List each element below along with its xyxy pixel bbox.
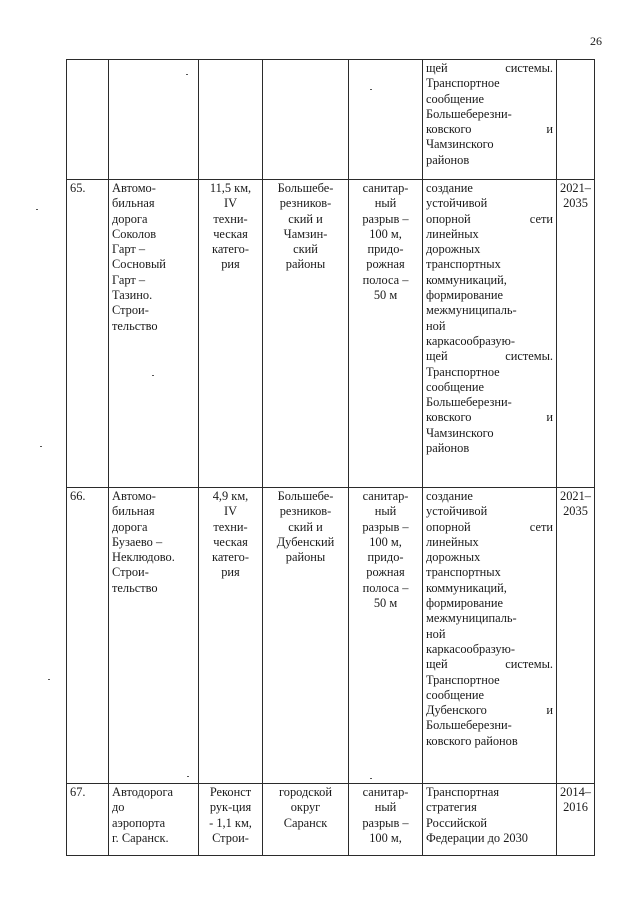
area-cell bbox=[263, 60, 349, 180]
goal-line: Транспортное bbox=[426, 76, 500, 91]
goal-cell bbox=[423, 784, 557, 856]
area-cell bbox=[263, 488, 349, 784]
goal-line: ной bbox=[426, 318, 446, 333]
goal-line: ковского и bbox=[426, 122, 553, 137]
length-line: техни- bbox=[213, 519, 248, 534]
scan-speck bbox=[186, 74, 188, 75]
length-cell bbox=[199, 784, 263, 856]
scan-speck bbox=[48, 679, 50, 680]
goal-line: транспортных bbox=[426, 257, 501, 272]
row-number-cell bbox=[67, 180, 109, 488]
name-line: до bbox=[112, 800, 125, 815]
goal-line: формирование bbox=[426, 288, 504, 303]
zone-line: рожная bbox=[366, 257, 405, 272]
table-row bbox=[67, 180, 595, 488]
goal-line: линейных bbox=[426, 226, 479, 241]
period-line: 2016 bbox=[563, 800, 588, 815]
goal-line: ковского и bbox=[426, 410, 553, 425]
goal-line: Чамзинского bbox=[426, 137, 494, 152]
goal-line: опорной сети bbox=[426, 519, 553, 534]
goal-line: дорожных bbox=[426, 550, 481, 565]
zone-cell bbox=[349, 60, 423, 180]
goal-line: щей системы. bbox=[426, 61, 553, 75]
length-line: IV bbox=[223, 504, 238, 519]
goal-line: сообщение bbox=[426, 91, 484, 106]
area-line: ский и bbox=[288, 211, 323, 226]
table-row bbox=[67, 60, 595, 180]
area-line: Дубенский bbox=[276, 534, 335, 549]
zone-line: разрыв – bbox=[362, 211, 409, 226]
goal-cell bbox=[423, 60, 557, 180]
goal-line: районов bbox=[426, 152, 470, 167]
name-line: дорога bbox=[112, 211, 148, 226]
zone-line: санитар- bbox=[362, 785, 409, 799]
area-line: городской bbox=[278, 785, 333, 799]
name-line: Автомо- bbox=[112, 181, 156, 195]
zone-line: 100 м, bbox=[369, 534, 402, 549]
goal-line: Транспортная bbox=[426, 785, 500, 799]
scan-speck bbox=[370, 778, 372, 779]
length-line: 4,9 км, bbox=[212, 489, 249, 503]
period-line: 2035 bbox=[563, 504, 588, 519]
length-line: рия bbox=[221, 565, 240, 580]
goal-line: транспортных bbox=[426, 565, 501, 580]
length-line: ческая bbox=[213, 226, 248, 241]
goal-line: щей системы. bbox=[426, 657, 553, 672]
goal-line: межмуниципаль- bbox=[426, 611, 517, 626]
goal-line: дорожных bbox=[426, 242, 481, 257]
area-line: резников- bbox=[279, 196, 332, 211]
length-line: Строи- bbox=[212, 830, 249, 845]
goal-line: сообщение bbox=[426, 379, 484, 394]
name-line: Сосновый bbox=[112, 257, 166, 272]
area-line: Большебе- bbox=[277, 181, 334, 195]
area-line: резников- bbox=[279, 504, 332, 519]
length-cell bbox=[199, 180, 263, 488]
zone-line: придо- bbox=[367, 550, 404, 565]
name-line: Соколов bbox=[112, 226, 157, 241]
goal-line: создание bbox=[426, 181, 473, 195]
goal-cell bbox=[423, 180, 557, 488]
area-line: Большебе- bbox=[277, 489, 334, 503]
zone-line: ный bbox=[374, 196, 397, 211]
goal-line: Чамзинского bbox=[426, 425, 494, 440]
zone-line: полоса – bbox=[362, 272, 409, 287]
name-line: тельство bbox=[112, 580, 158, 595]
goal-line: районов bbox=[426, 441, 470, 456]
zone-line: 50 м bbox=[373, 288, 398, 303]
period-line: 2014– bbox=[560, 785, 591, 799]
area-line: ский и bbox=[288, 519, 323, 534]
object-name-cell bbox=[109, 180, 199, 488]
length-line: катего- bbox=[211, 550, 250, 565]
goal-line: ковского районов bbox=[426, 733, 518, 748]
page-number: 26 bbox=[590, 34, 602, 48]
scan-speck bbox=[36, 209, 38, 210]
name-line: Автодорога bbox=[112, 785, 174, 799]
zone-line: ный bbox=[374, 504, 397, 519]
name-line: Гарт – bbox=[112, 272, 146, 287]
area-line: ский bbox=[293, 242, 318, 257]
name-line: Автомо- bbox=[112, 489, 156, 503]
zone-cell bbox=[349, 488, 423, 784]
goal-line: Федерации до 2030 bbox=[426, 830, 528, 845]
zone-line: санитар- bbox=[362, 489, 409, 503]
zone-line: ный bbox=[374, 800, 397, 815]
goal-line: стратегия bbox=[426, 800, 477, 815]
goal-line: Транспортное bbox=[426, 364, 500, 379]
area-line: районы bbox=[285, 257, 326, 272]
goal-line: каркасообразую- bbox=[426, 333, 515, 348]
goal-line: опорной сети bbox=[426, 211, 553, 226]
length-line: IV bbox=[223, 196, 238, 211]
row-number-cell bbox=[67, 60, 109, 180]
name-line: бильная bbox=[112, 196, 155, 211]
goal-line: щей системы. bbox=[426, 349, 553, 364]
length-line: рия bbox=[221, 257, 240, 272]
zone-line: разрыв – bbox=[362, 815, 409, 830]
name-line: дорога bbox=[112, 519, 148, 534]
goal-line: создание bbox=[426, 489, 473, 503]
row-number: 66. bbox=[70, 489, 86, 503]
length-line: - 1,1 км, bbox=[209, 815, 252, 830]
row-number-cell bbox=[67, 488, 109, 784]
scan-speck bbox=[187, 776, 189, 777]
name-line: бильная bbox=[112, 504, 155, 519]
period-line: 2035 bbox=[563, 196, 588, 211]
length-line: техни- bbox=[213, 211, 248, 226]
goal-line: коммуникаций, bbox=[426, 272, 507, 287]
length-cell bbox=[199, 488, 263, 784]
name-line: Тазино. bbox=[112, 288, 153, 303]
goal-line: коммуникаций, bbox=[426, 580, 507, 595]
goal-line: межмуниципаль- bbox=[426, 303, 517, 318]
length-line: 11,5 км, bbox=[209, 181, 252, 195]
road-projects-table bbox=[66, 59, 595, 856]
period-cell bbox=[557, 180, 595, 488]
name-line: г. Саранск. bbox=[112, 830, 169, 845]
scan-speck bbox=[40, 446, 42, 447]
period-line: 2021– bbox=[560, 489, 591, 503]
area-line: районы bbox=[285, 550, 326, 565]
scan-speck bbox=[152, 375, 154, 376]
length-line: катего- bbox=[211, 242, 250, 257]
area-line: Саранск bbox=[283, 815, 328, 830]
goal-cell bbox=[423, 488, 557, 784]
object-name-cell bbox=[109, 784, 199, 856]
period-cell bbox=[557, 784, 595, 856]
object-name-cell bbox=[109, 60, 199, 180]
zone-cell bbox=[349, 784, 423, 856]
zone-line: полоса – bbox=[362, 580, 409, 595]
name-line: Бузаево – bbox=[112, 534, 163, 549]
name-line: аэропорта bbox=[112, 815, 166, 830]
goal-line: каркасообразую- bbox=[426, 641, 515, 656]
table-row bbox=[67, 784, 595, 856]
object-name-cell bbox=[109, 488, 199, 784]
area-cell bbox=[263, 180, 349, 488]
zone-line: 50 м bbox=[373, 596, 398, 611]
row-number: 67. bbox=[70, 785, 86, 799]
goal-line: Большеберезни- bbox=[426, 718, 512, 733]
goal-line: ной bbox=[426, 626, 446, 641]
area-line: округ bbox=[290, 800, 321, 815]
zone-cell bbox=[349, 180, 423, 488]
zone-line: санитар- bbox=[362, 181, 409, 195]
zone-line: придо- bbox=[367, 242, 404, 257]
length-line: ческая bbox=[213, 534, 248, 549]
row-number: 65. bbox=[70, 181, 86, 195]
zone-line: 100 м, bbox=[369, 830, 402, 845]
goal-line: линейных bbox=[426, 534, 479, 549]
length-line: рук-ция bbox=[209, 800, 252, 815]
zone-line: разрыв – bbox=[362, 519, 409, 534]
name-line: тельство bbox=[112, 318, 158, 333]
area-cell bbox=[263, 784, 349, 856]
goal-line: формирование bbox=[426, 596, 504, 611]
period-line: 2021– bbox=[560, 181, 591, 195]
row-number-cell bbox=[67, 784, 109, 856]
table-row bbox=[67, 488, 595, 784]
goal-line: Большеберезни- bbox=[426, 395, 512, 410]
goal-line: устойчивой bbox=[426, 504, 488, 519]
goal-line: Дубенского и bbox=[426, 703, 553, 718]
goal-line: Российской bbox=[426, 815, 488, 830]
goal-line: сообщение bbox=[426, 687, 484, 702]
name-line: Строи- bbox=[112, 565, 149, 580]
area-line: Чамзин- bbox=[283, 226, 328, 241]
goal-line: Транспортное bbox=[426, 672, 500, 687]
name-line: Неклюдово. bbox=[112, 550, 175, 565]
name-line: Гарт – bbox=[112, 242, 146, 257]
zone-line: рожная bbox=[366, 565, 405, 580]
length-line: Реконст bbox=[209, 785, 252, 799]
length-cell bbox=[199, 60, 263, 180]
goal-line: Большеберезни- bbox=[426, 106, 512, 121]
scan-speck bbox=[370, 89, 372, 90]
zone-line: 100 м, bbox=[369, 226, 402, 241]
name-line: Строи- bbox=[112, 303, 149, 318]
goal-line: устойчивой bbox=[426, 196, 488, 211]
period-cell bbox=[557, 488, 595, 784]
period-cell bbox=[557, 60, 595, 180]
